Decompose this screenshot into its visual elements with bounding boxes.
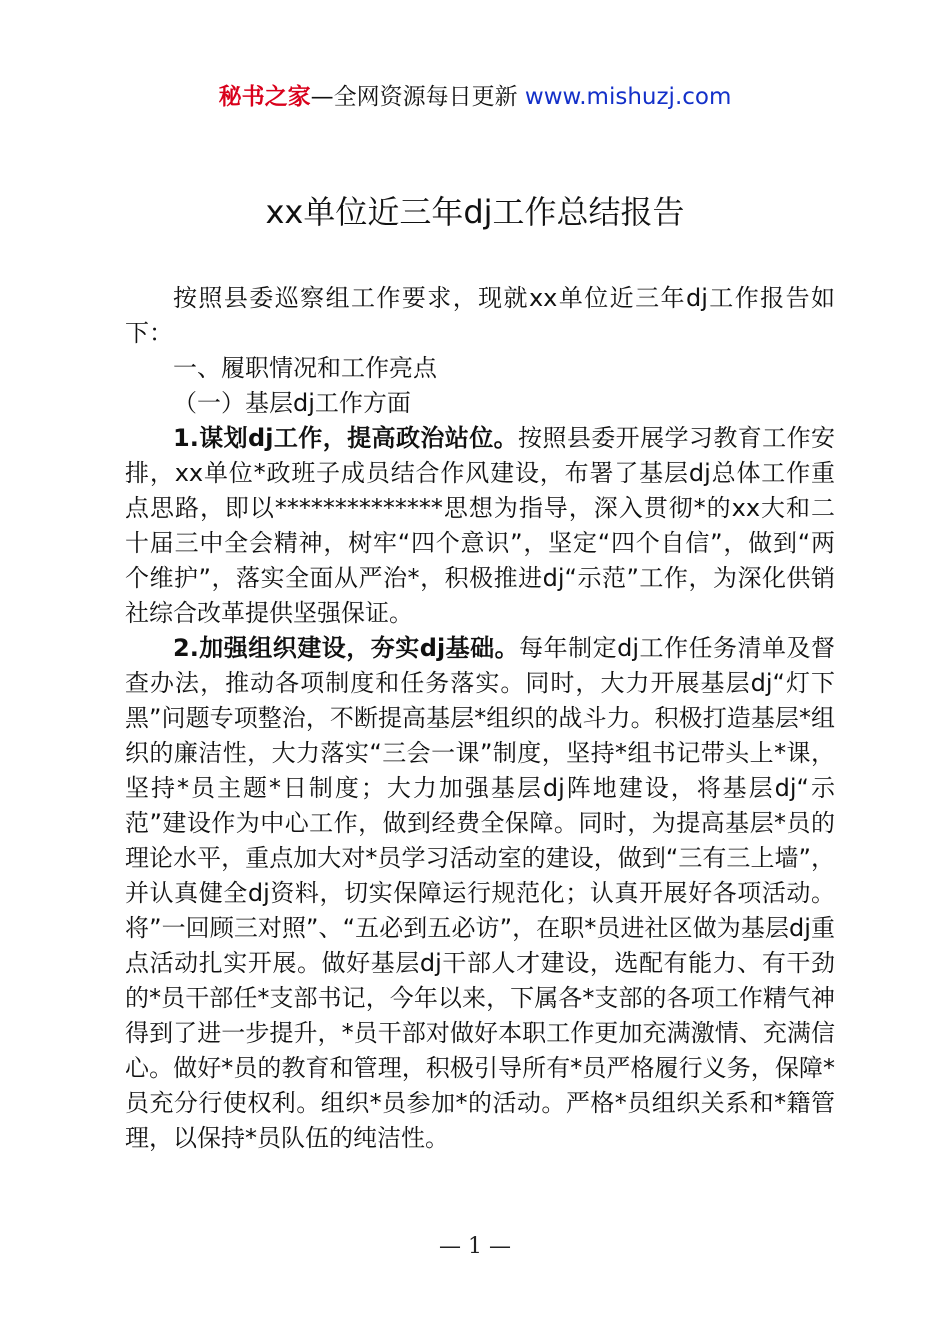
section-heading: 一、履职情况和工作亮点 <box>173 354 437 382</box>
document-title: xx单位近三年dj工作总结报告 <box>265 193 685 231</box>
page-number: — 1 — <box>439 1234 511 1259</box>
paragraph-2-text: 每年制定dj工作任务清单及督查办法，推动各项制度和任务落实。同时，大力开展基层dj“灯下黑”问题专项整治，不断提高基层*组织的战斗力。积极打造基层*组织的廉洁性，大力落实“三会一课”制度，坚持*组书记带头上*课，坚持*员主题*日制度；大力加强基层dj阵地建设，将基层dj“示范”建设作为中心工作，做到经费全保障。同时，为提高基层*员的理论水平，重点加大对*员学习活动室的建设，做到“三有三上墙”，并认真健全dj资料，切实保障运行规范化；认真开展好各项活动。将”一回顾三对照”、“五必到五必访”，在职*员进社区做为基层dj重点活动扎实开展。做好基层dj干部人才建设，选配有能力、有干劲的*员干部任*支部书记，今年以来，下属各*支部的各项工作精气神得到了进一步提升，*员干部对做好本职工作更加充满激情、充满信心。做好*员的教育和管理，积极引导所有*员严格履行义务，保障*员充分行使权利。组织*员参加*的活动。严格*员组织关系和*籍管理，以保持*员队伍的纯洁性。 <box>125 634 835 1152</box>
subsection-heading: （一）基层dj工作方面 <box>173 389 411 417</box>
brand-name: 秘书之家 <box>218 84 311 110</box>
paragraph-2-lead: 2.加强组织建设，夯实dj基础。 <box>173 634 520 662</box>
page-header <box>0 80 950 114</box>
paragraph-1 <box>125 421 835 631</box>
intro-paragraph: 按照县委巡察组工作要求，现就xx单位近三年dj工作报告如下： <box>125 284 835 347</box>
paragraph-2 <box>125 631 835 1156</box>
header-slogan: —全网资源每日更新 <box>310 84 525 110</box>
paragraph-1-lead: 1.谋划dj工作，提高政治站位。 <box>173 424 519 452</box>
website-link[interactable]: www.mishuzj.com <box>524 84 732 110</box>
paragraph-1-text: 按照县委开展学习教育工作安排，xx单位*政班子成员结合作风建设，布署了基层dj总体工作重点思路，即以**************思想为指导，深入贯彻*的xx大和二十届三中全会精神，树牢“四个意识”，坚定“四个自信”，做到“两个维护”，落实全面从严治*，积极推进dj“示范”工作，为深化供销社综合改革提供坚强保证。 <box>125 424 835 627</box>
document-body <box>125 281 835 1156</box>
